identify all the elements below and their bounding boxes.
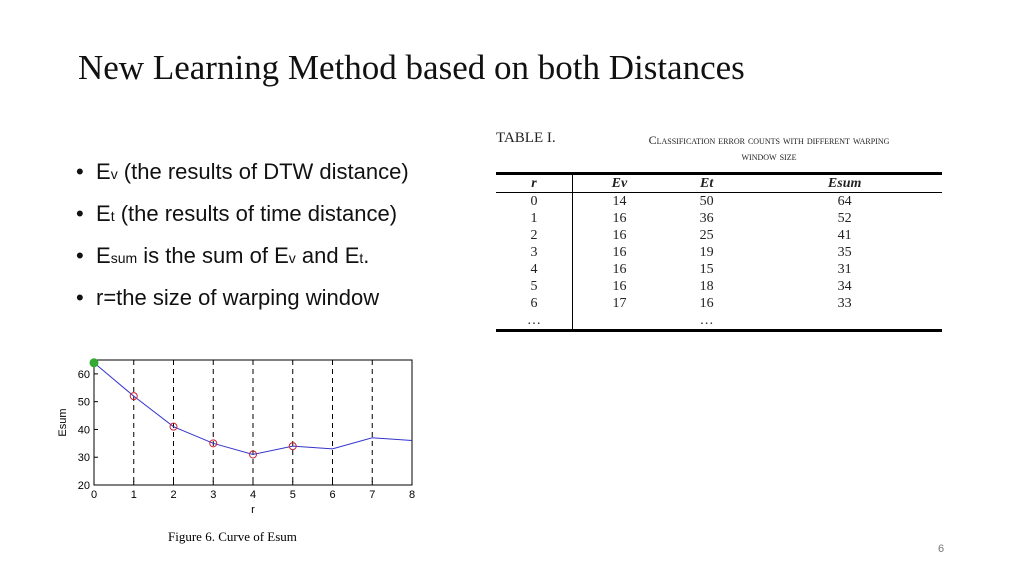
- table-cell: 41: [837, 227, 852, 243]
- table-caption-text: Classification error counts with different warping window size: [648, 133, 890, 163]
- page-number: 6: [938, 543, 945, 555]
- table-cell: 16: [612, 261, 627, 277]
- table-cell: 52: [837, 210, 852, 226]
- bullet-dot: •: [76, 201, 84, 226]
- table-cell: 14: [612, 193, 627, 209]
- y-tick-label: 50: [77, 396, 90, 409]
- table-cell: …: [496, 312, 573, 331]
- table-cell: 4: [496, 261, 573, 278]
- header-esum: Esum: [747, 174, 942, 193]
- bullet-list: [76, 152, 409, 320]
- table-cell: 16: [612, 278, 627, 294]
- table-cell: 35: [837, 244, 852, 260]
- y-tick-label: 30: [77, 452, 90, 465]
- table-cell: …: [699, 312, 714, 328]
- table-cell: 17: [612, 295, 627, 311]
- table-row: [496, 210, 942, 227]
- table-row: [496, 261, 942, 278]
- data-table: [496, 172, 942, 332]
- bullet-dot: •: [76, 243, 84, 268]
- x-tick-label: 0: [90, 489, 98, 501]
- bullet-dot: •: [76, 159, 84, 184]
- y-tick-label: 40: [77, 424, 90, 437]
- bullet-dot: •: [76, 285, 84, 310]
- figure-caption: Figure 6. Curve of Esum: [168, 529, 297, 544]
- x-tick-label: 8: [408, 489, 416, 501]
- table-caption: [496, 128, 942, 172]
- header-r: r: [496, 174, 573, 193]
- highlight-point: [90, 359, 98, 367]
- x-tick-label: 1: [130, 489, 137, 501]
- table-row: [496, 244, 942, 261]
- y-tick-label: 60: [77, 368, 90, 381]
- table-cell: 31: [837, 261, 852, 277]
- table-row: [496, 227, 942, 244]
- table-cell: 5: [496, 278, 573, 295]
- x-tick-label: 2: [170, 489, 177, 501]
- header-ev: Ev: [573, 174, 666, 193]
- x-tick-label: 5: [289, 489, 296, 501]
- table-cell: 6: [496, 295, 573, 312]
- table-cell: 2: [496, 227, 573, 244]
- y-axis-label: Esum: [57, 408, 69, 437]
- table-cell: 36: [699, 210, 714, 226]
- table-row: [496, 295, 942, 312]
- bullet-et: • Et (the results of time distance): [76, 194, 409, 236]
- table-label: TABLE I.: [496, 130, 556, 146]
- table-cell: 50: [699, 193, 714, 209]
- bullet-ev: • Ev (the results of DTW distance): [76, 152, 409, 194]
- table-row: [496, 312, 942, 331]
- table-cell: 64: [837, 193, 852, 209]
- table-cell: 15: [699, 261, 714, 277]
- table-cell: 0: [496, 193, 573, 211]
- table-cell: [573, 312, 666, 331]
- x-axis-label: r: [251, 504, 255, 516]
- table-header-row: [496, 174, 942, 193]
- table-cell: [747, 312, 942, 331]
- esum-curve-chart: [50, 352, 430, 552]
- table-cell: 19: [699, 244, 714, 260]
- table-cell: 25: [699, 227, 714, 243]
- table-row: [496, 193, 942, 211]
- table-cell: 16: [612, 227, 627, 243]
- table-cell: 16: [699, 295, 714, 311]
- x-tick-label: 4: [249, 489, 257, 501]
- slide-title: New Learning Method based on both Distances: [78, 48, 745, 87]
- x-tick-label: 7: [369, 489, 376, 501]
- table-row: [496, 278, 942, 295]
- table-cell: 1: [496, 210, 573, 227]
- x-tick-label: 6: [329, 489, 336, 501]
- header-et: Et: [666, 174, 747, 193]
- table-cell: 3: [496, 244, 573, 261]
- y-tick-label: 20: [77, 480, 90, 492]
- table-cell: 18: [699, 278, 714, 294]
- bullet-esum: • Esum is the sum of Ev and Et.: [76, 236, 409, 278]
- bullet-r: • r=the size of warping window: [76, 278, 409, 320]
- table-cell: 33: [837, 295, 852, 311]
- table-cell: 16: [612, 210, 627, 226]
- x-tick-label: 3: [210, 489, 217, 501]
- error-count-table: [496, 128, 942, 328]
- table-cell: 16: [612, 244, 627, 260]
- table-cell: 34: [837, 278, 852, 294]
